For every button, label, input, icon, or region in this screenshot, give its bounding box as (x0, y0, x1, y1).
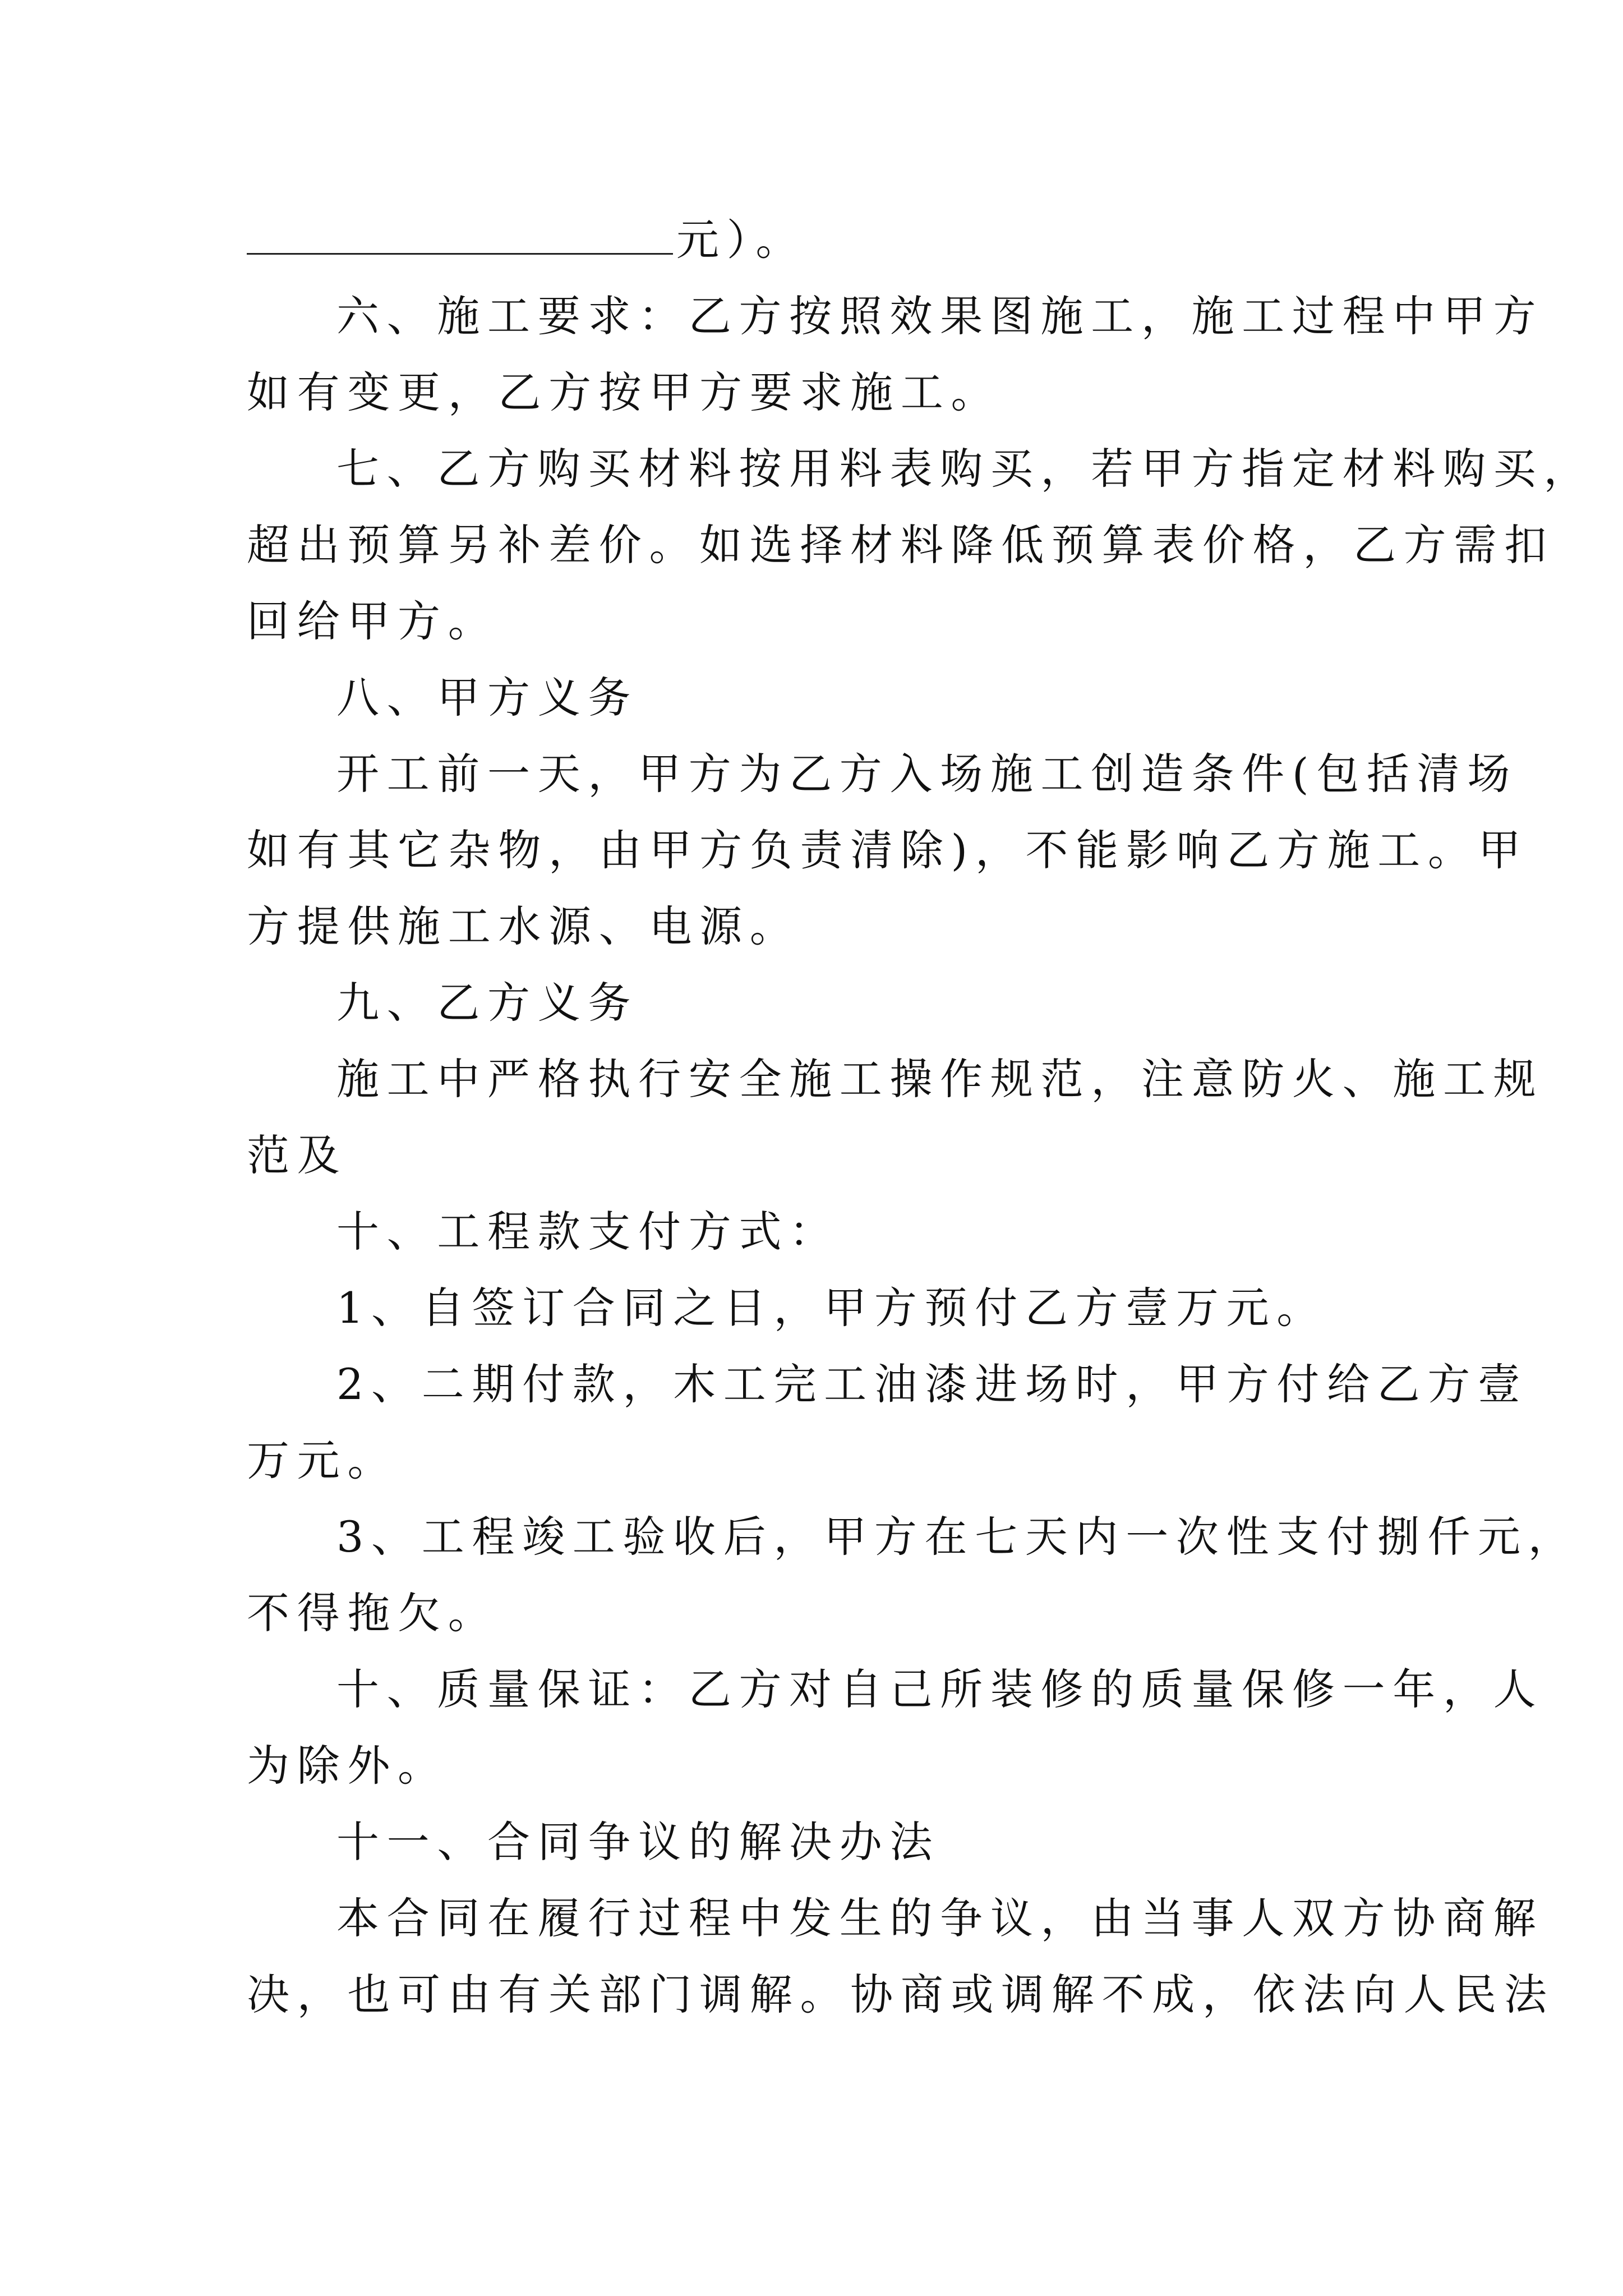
section-heading: 九、乙方义务 (336, 978, 639, 1028)
text-line: 回给甲方。 (247, 596, 499, 646)
text-line: 六、施工要求：乙方按照效果图施工，施工过程中甲方 (336, 291, 1544, 341)
text-line: 如有变更，乙方按甲方要求施工。 (247, 367, 1002, 417)
text-line: 万元。 (247, 1435, 398, 1485)
section-heading: 十一、合同争议的解决办法 (336, 1817, 940, 1867)
text-line: 不得拖欠。 (247, 1588, 499, 1638)
text-line: 方提供施工水源、电源。 (247, 901, 800, 951)
text-line: 决，也可由有关部门调解。协商或调解不成，依法向人民法 (247, 1970, 1555, 2019)
text-line: 元）。 (247, 202, 1385, 278)
text-line: 2、二期付款，木工完工油漆进场时，甲方付给乙方壹 (336, 1359, 1528, 1409)
text-line: 3、工程竣工验收后，甲方在七天内一次性支付捌仟元， (336, 1512, 1579, 1562)
section-heading: 十、工程款支付方式： (336, 1207, 840, 1257)
text-line: 1、自签订合同之日，甲方预付乙方壹万元。 (336, 1283, 1327, 1333)
fill-in-blank (247, 217, 673, 255)
section-heading: 八、甲方义务 (336, 673, 639, 723)
text-line: 开工前一天，甲方为乙方入场施工创造条件(包括清场 (336, 749, 1518, 799)
text-line: 七、乙方购买材料按用料表购买，若甲方指定材料购买， (336, 444, 1594, 494)
text-line: 施工中严格执行安全施工操作规范，注意防火、施工规 (336, 1054, 1544, 1104)
text-line: 十、质量保证：乙方对自己所装修的质量保修一年，人 (336, 1664, 1544, 1714)
text-line: 本合同在履行过程中发生的争议，由当事人双方协商解 (336, 1893, 1544, 1943)
document-page (247, 202, 1594, 2033)
text-line: 范及 (247, 1130, 348, 1180)
text-line: 如有其它杂物，由甲方负责清除)，不能影响乙方施工。甲 (247, 825, 1529, 875)
text-line: 超出预算另补差价。如选择材料降低预算表价格，乙方需扣 (247, 520, 1555, 570)
text-line: 为除外。 (247, 1741, 448, 1791)
